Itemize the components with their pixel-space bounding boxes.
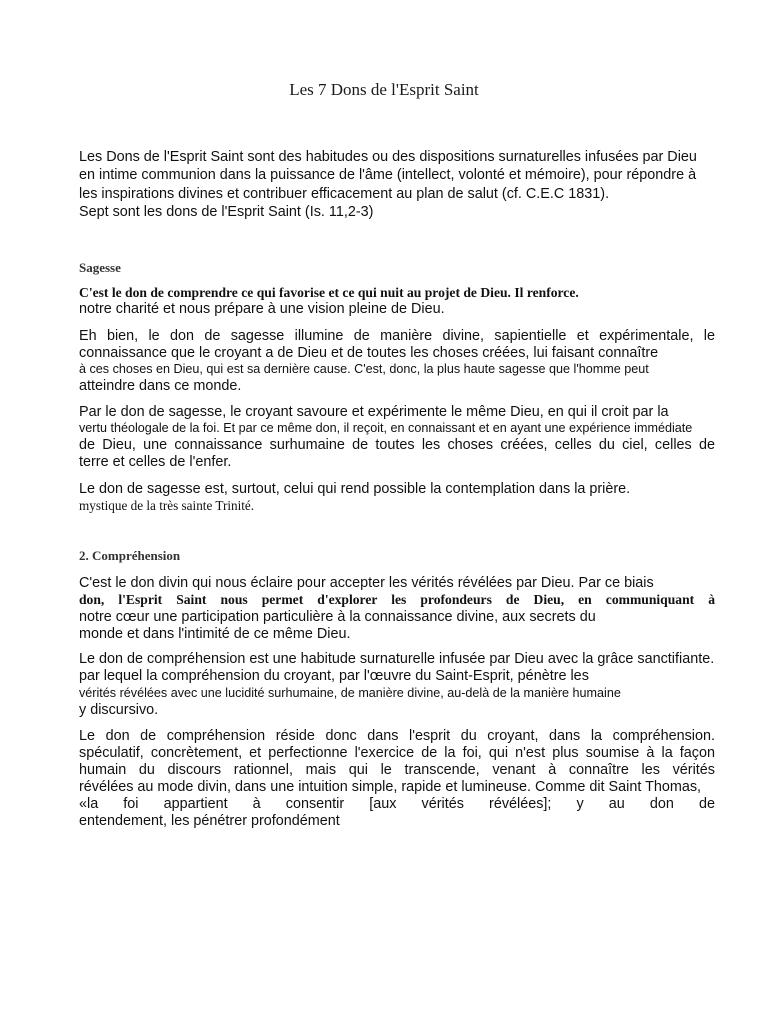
paragraph-line: Le don de compréhension réside donc dans l'esprit du croyant, dans la compréhension. xyxy=(79,728,715,744)
paragraph-line: Le don de sagesse est, surtout, celui qui rend possible la contemplation dans la prière. xyxy=(79,481,631,497)
paragraph-line: entendement, les pénétrer profondément xyxy=(79,813,340,829)
intro-line: les inspirations divines et contribuer efficacement au plan de salut (cf. C.E.C 1831). xyxy=(79,186,610,202)
section-heading-sagesse: Sagesse xyxy=(79,260,121,275)
paragraph-line: monde et dans l'intimité de ce même Dieu. xyxy=(79,626,351,642)
paragraph-line: révélées au mode divin, dans une intuition simple, rapide et lumineuse. Comme dit Saint Thomas, xyxy=(79,779,702,795)
paragraph-line: C'est le don divin qui nous éclaire pour accepter les vérités révélées par Dieu. Par ce biais xyxy=(79,575,654,591)
paragraph-line: «la foi appartient à consentir [aux vérités révélées]; y au don de xyxy=(79,796,715,812)
paragraph-line: vérités révélées avec une lucidité surhumaine, de manière divine, au-delà de la manière humaine xyxy=(79,686,621,700)
paragraph-line: don, l'Esprit Saint nous permet d'explorer les profondeurs de Dieu, en communiquant à xyxy=(79,592,715,607)
document-title: Les 7 Dons de l'Esprit Saint xyxy=(289,80,479,99)
intro-line: Les Dons de l'Esprit Saint sont des habitudes ou des dispositions surnaturelles infusées par Dieu xyxy=(79,149,697,165)
paragraph-line: spéculatif, concrètement, et perfectionne l'exercice de la foi, qui n'est plus soumise à la façon xyxy=(79,745,715,761)
paragraph-line: de Dieu, une connaissance surhumaine de toutes les choses créées, celles du ciel, celles de xyxy=(79,437,715,453)
paragraph-line: Eh bien, le don de sagesse illumine de manière divine, sapientielle et expérimentale, le xyxy=(79,328,715,344)
intro-line: en intime communion dans la puissance de l'âme (intellect, volonté et mémoire), pour répondre à xyxy=(79,167,697,183)
paragraph-line: à ces choses en Dieu, qui est sa dernière cause. C'est, donc, la plus haute sagesse que l'homme peut xyxy=(79,362,649,376)
intro-line: Sept sont les dons de l'Esprit Saint (Is. 11,2-3) xyxy=(79,204,374,220)
paragraph-line: C'est le don de comprendre ce qui favorise et ce qui nuit au projet de Dieu. Il renforce. xyxy=(79,285,579,300)
paragraph-line: y discursivo. xyxy=(79,702,159,718)
paragraph-line: notre cœur une participation particulière à la connaissance divine, aux secrets du xyxy=(79,609,596,625)
paragraph-line: par lequel la compréhension du croyant, par l'œuvre du Saint-Esprit, pénètre les xyxy=(79,668,589,684)
paragraph-line: Par le don de sagesse, le croyant savoure et expérimente le même Dieu, en qui il croit par la xyxy=(79,404,669,420)
section-heading-comprehension: 2. Compréhension xyxy=(79,548,181,563)
paragraph-line: humain du discours rationnel, mais qui le transcende, venant à connaître les vérités xyxy=(79,762,715,778)
paragraph-line: terre et celles de l'enfer. xyxy=(79,454,232,470)
paragraph-line: mystique de la très sainte Trinité. xyxy=(79,498,255,513)
paragraph-line: atteindre dans ce monde. xyxy=(79,378,242,394)
paragraph-line: vertu théologale de la foi. Et par ce même don, il reçoit, en connaissant et en ayant une expérience immédiate xyxy=(79,421,693,435)
paragraph-line: connaissance que le croyant a de Dieu et de toutes les choses créées, lui faisant connaître xyxy=(79,345,659,361)
paragraph-line: notre charité et nous prépare à une vision pleine de Dieu. xyxy=(79,301,445,317)
paragraph-line: Le don de compréhension est une habitude surnaturelle infusée par Dieu avec la grâce sanctifiante. xyxy=(79,651,715,667)
